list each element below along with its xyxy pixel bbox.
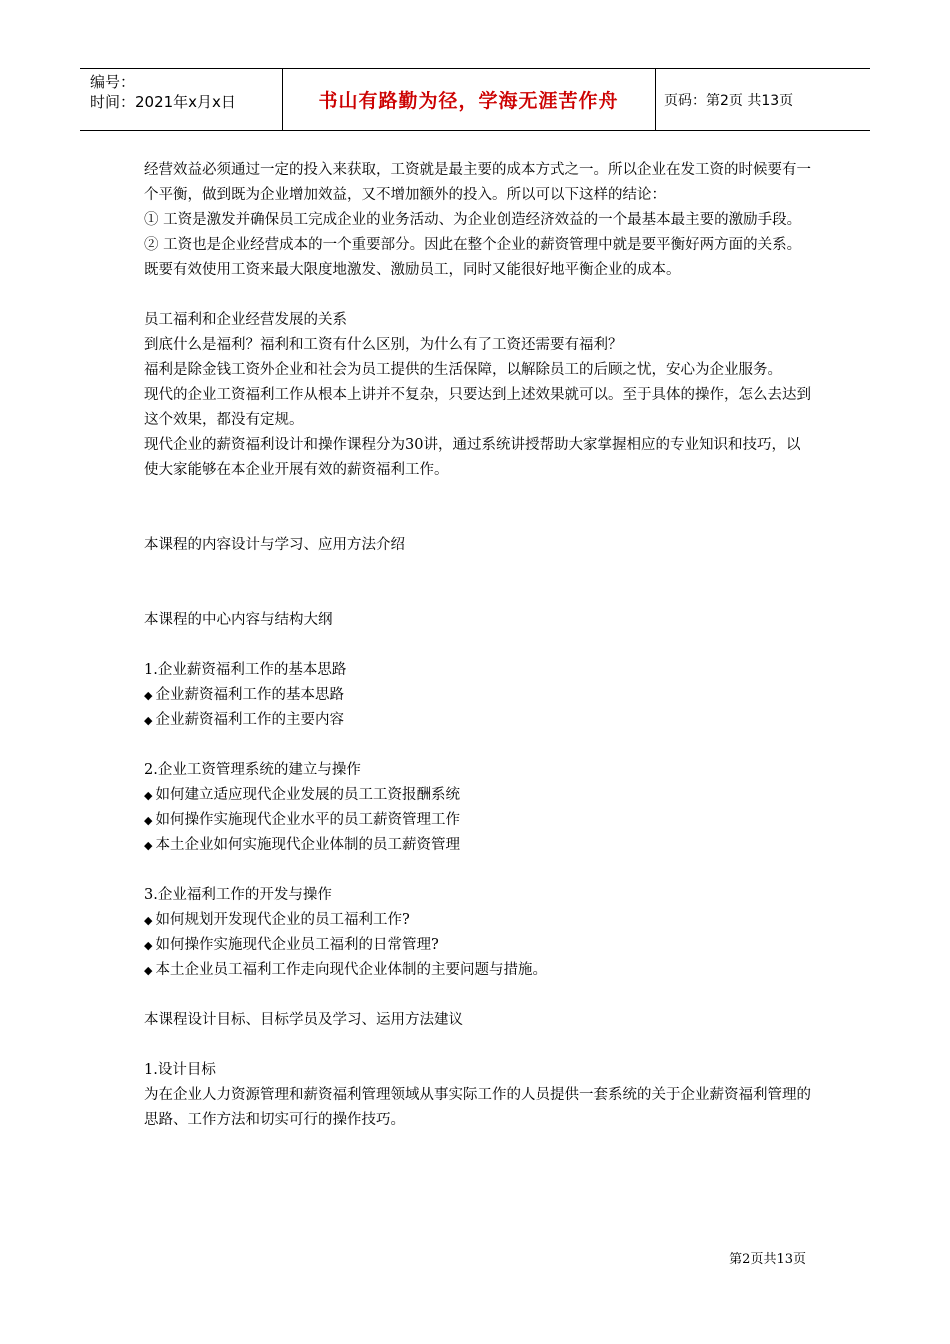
page-header (80, 68, 870, 131)
section-heading: 本课程的内容设计与学习、应用方法介绍 (144, 537, 405, 553)
paragraph: 现代企业的薪资福利设计和操作课程分为30讲，通过系统讲授帮助大家掌握相应的专业知识和技巧，以使大家能够在本企业开展有效的薪资福利工作。 (144, 437, 801, 478)
outline-item: ◆ 本土企业员工福利工作走向现代企业体制的主要问题与措施。 (144, 958, 814, 983)
number-label: 编号： (90, 73, 136, 91)
header-page-info: 页码：第2页 共13页 (664, 92, 794, 109)
document-body (144, 158, 814, 1133)
outline-title: 1.设计目标 (144, 1062, 216, 1078)
outline-title: 2.企业工资管理系统的建立与操作 (144, 762, 361, 778)
date-label: 时间：2021年x月x日 (90, 93, 236, 111)
paragraph: 现代的企业工资福利工作从根本上讲并不复杂，只要达到上述效果就可以。至于具体的操作，怎么去达到这个效果，都没有定规。 (144, 387, 811, 428)
paragraph: ② 工资也是企业经营成本的一个重要部分。因此在整个企业的薪资管理中就是要平衡好两方面的关系。既要有效使用工资来最大限度地激发、激励员工，同时又能很好地平衡企业的成本。 (144, 237, 802, 278)
outline-item: ◆ 如何建立适应现代企业发展的员工工资报酬系统 (144, 783, 814, 808)
outline-title: 1.企业薪资福利工作的基本思路 (144, 662, 347, 678)
outline-item: ◆ 企业薪资福利工作的主要内容 (144, 708, 814, 733)
section-heading: 员工福利和企业经营发展的关系 (144, 312, 347, 328)
paragraph: 为在企业人力资源管理和薪资福利管理领域从事实际工作的人员提供一套系统的关于企业薪资福利管理的思路、工作方法和切实可行的操作技巧。 (144, 1087, 811, 1128)
paragraph: 福利是除金钱工资外企业和社会为员工提供的生活保障，以解除员工的后顾之忧，安心为企业服务。 (144, 362, 782, 378)
outline-item: ◆ 企业薪资福利工作的基本思路 (144, 683, 814, 708)
section-heading: 本课程的中心内容与结构大纲 (144, 612, 333, 628)
paragraph: 经营效益必须通过一定的投入来获取，工资就是最主要的成本方式之一。所以企业在发工资的时候要有一个平衡，做到既为企业增加效益，又不增加额外的投入。所以可以下这样的结论： (144, 162, 811, 203)
header-meta (80, 69, 283, 130)
outline-item: ◆ 如何操作实施现代企业员工福利的日常管理? (144, 933, 814, 958)
header-motto-cell (282, 69, 656, 130)
outline-title: 3.企业福利工作的开发与操作 (144, 887, 332, 903)
paragraph: ① 工资是激发并确保员工完成企业的业务活动、为企业创造经济效益的一个最基本最主要的激励手段。 (144, 212, 802, 228)
header-page-cell (656, 69, 870, 130)
paragraph: 到底什么是福利？福利和工资有什么区别，为什么有了工资还需要有福利？ (144, 337, 623, 353)
outline-item: ◆ 本土企业如何实施现代企业体制的员工薪资管理 (144, 833, 814, 858)
outline-item: ◆ 如何操作实施现代企业水平的员工薪资管理工作 (144, 808, 814, 833)
page-footer: 第2页共13页 (729, 1252, 806, 1267)
outline-item: ◆ 如何规划开发现代企业的员工福利工作? (144, 908, 814, 933)
section-heading: 本课程设计目标、目标学员及学习、运用方法建议 (144, 1012, 463, 1028)
motto: 书山有路勤为径，学海无涯苦作舟 (318, 90, 619, 112)
